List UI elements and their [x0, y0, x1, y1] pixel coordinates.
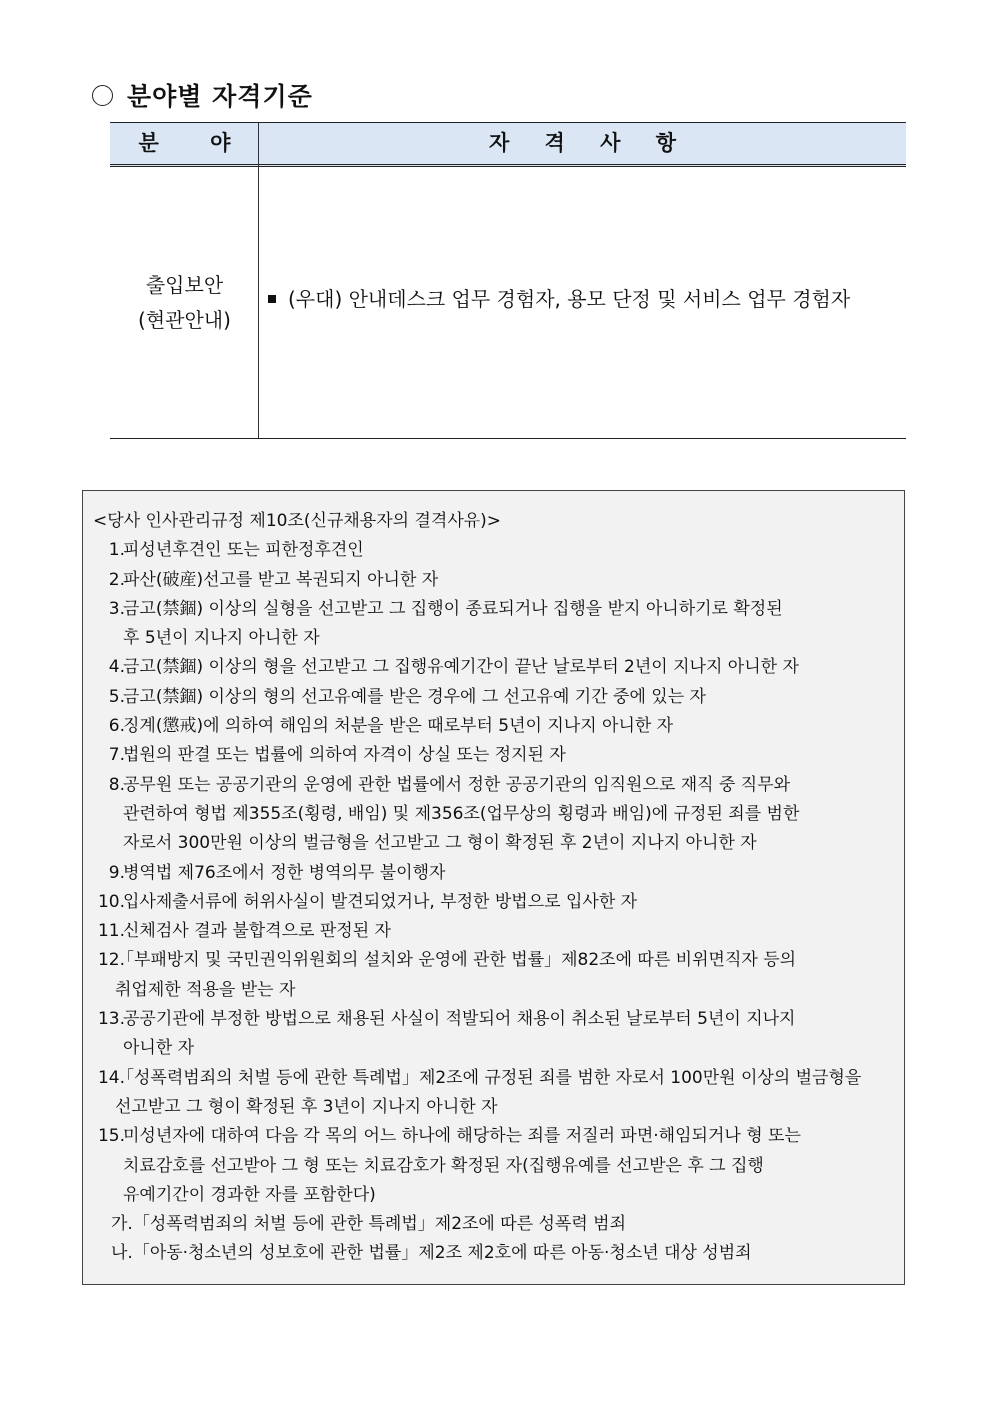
item-text: 아니한 자 — [123, 1038, 195, 1059]
list-item — [93, 712, 903, 741]
item-number: 15. — [97, 1126, 125, 1147]
list-item — [93, 741, 903, 770]
section-title-text: 분야별 자격기준 — [127, 82, 313, 111]
sub-item-text: 나.「아동·청소년의 성보호에 관한 법률」제2조 제2호에 따른 아동·청소년 대상 성범죄 — [111, 1243, 752, 1264]
header-qualification: 자 격 사 항 — [488, 131, 691, 155]
item-text: 자로서 300만원 이상의 벌금형을 선고받고 그 형이 확정된 후 2년이 지나지 아니한 자 — [123, 833, 757, 854]
item-text: 선고받고 그 형이 확정된 후 3년이 지나지 아니한 자 — [115, 1096, 498, 1117]
item-number: 10. — [97, 891, 125, 912]
circle-bullet-icon — [92, 85, 113, 106]
list-item — [93, 1034, 903, 1063]
item-number: 14. — [97, 1067, 125, 1088]
item-number: 6. — [108, 716, 125, 737]
list-item — [93, 683, 903, 712]
item-text: 후 5년이 지나지 아니한 자 — [123, 628, 320, 649]
item-number: 13. — [97, 1009, 125, 1030]
sub-item-text: 가.「성폭력범죄의 처벌 등에 관한 특례법」제2조에 따른 성폭력 범죄 — [111, 1214, 627, 1235]
item-number: 3. — [108, 598, 125, 619]
item-number: 7. — [108, 745, 125, 766]
item-text: 「성폭력범죄의 처벌 등에 관한 특례법」제2조에 규정된 죄를 범한 자로서 100만원 이상의 벌금형을 — [117, 1067, 862, 1088]
item-number: 1. — [108, 540, 125, 561]
field-line-2: (현관안내) — [138, 308, 231, 332]
list-item — [93, 1181, 903, 1210]
list-item — [93, 536, 903, 565]
header-field: 분 야 — [138, 131, 253, 155]
item-text: 금고(禁錮) 이상의 형의 선고유예를 받은 경우에 그 선고유예 기간 중에 있는 자 — [123, 686, 706, 707]
item-text: 징계(懲戒)에 의하여 해임의 처분을 받은 때로부터 5년이 지나지 아니한 자 — [123, 716, 674, 737]
disqualification-notice-box — [82, 490, 905, 1285]
list-item — [93, 829, 903, 858]
list-item — [93, 859, 903, 888]
item-text: 병역법 제76조에서 정한 병역의무 불이행자 — [123, 862, 446, 883]
sub-item — [93, 1210, 903, 1239]
item-number: 11. — [97, 921, 125, 942]
item-text: 「부패방지 및 국민권익위원회의 설치와 운영에 관한 법률」제82조에 따른 비위면직자 등의 — [117, 950, 797, 971]
qualification-table — [110, 122, 906, 439]
table-header — [110, 123, 906, 167]
item-number: 2. — [108, 569, 125, 590]
field-cell — [110, 268, 259, 338]
qualification-text: (우대) 안내데스크 업무 경험자, 용모 단정 및 서비스 업무 경험자 — [288, 287, 851, 311]
item-text: 법원의 판결 또는 법률에 의하여 자격이 상실 또는 정지된 자 — [123, 745, 566, 766]
list-item — [93, 800, 903, 829]
item-text: 입사제출서류에 허위사실이 발견되었거나, 부정한 방법으로 입사한 자 — [123, 891, 638, 912]
list-item — [93, 946, 903, 975]
list-item — [93, 624, 903, 653]
item-text: 미성년자에 대하여 다음 각 목의 어느 하나에 해당하는 죄를 저질러 파면·해임되거나 형 또는 — [123, 1126, 801, 1147]
item-text: 유예기간이 경과한 자를 포함한다) — [123, 1184, 376, 1205]
notice-title — [93, 507, 903, 536]
item-text: 금고(禁錮) 이상의 형을 선고받고 그 집행유예기간이 끝난 날로부터 2년이 지나지 아니한 자 — [123, 657, 799, 678]
item-text: 취업제한 적용을 받는 자 — [115, 979, 296, 1000]
sub-item — [93, 1239, 903, 1268]
list-item — [93, 1005, 903, 1034]
item-number: 12. — [97, 950, 125, 971]
square-bullet-icon — [268, 295, 276, 303]
list-item — [93, 1093, 903, 1122]
list-item — [93, 1122, 903, 1151]
list-item — [93, 771, 903, 800]
list-item — [93, 1064, 903, 1093]
item-text: 파산(破産)선고를 받고 복권되지 아니한 자 — [123, 569, 439, 590]
list-item — [93, 888, 903, 917]
list-item — [93, 653, 903, 682]
item-text: 피성년후견인 또는 피한정후견인 — [123, 540, 364, 561]
item-number: 8. — [108, 774, 125, 795]
qualification-cell — [268, 283, 908, 315]
list-item — [93, 917, 903, 946]
item-text: 신체검사 결과 불합격으로 판정된 자 — [123, 921, 391, 942]
list-item — [93, 595, 903, 624]
list-item — [93, 566, 903, 595]
item-text: 공무원 또는 공공기관의 운영에 관한 법률에서 정한 공공기관의 임직원으로 재직 중 직무와 — [123, 774, 791, 795]
item-text: 치료감호를 선고받아 그 형 또는 치료감호가 확정된 자(집행유예를 선고받은 후 그 집행 — [123, 1155, 764, 1176]
item-number: 4. — [108, 657, 125, 678]
list-item — [93, 1152, 903, 1181]
section-title — [92, 78, 313, 112]
item-text: 공공기관에 부정한 방법으로 채용된 사실이 적발되어 채용이 취소된 날로부터 5년이 지나지 — [123, 1009, 796, 1030]
item-text: 금고(禁錮) 이상의 실형을 선고받고 그 집행이 종료되거나 집행을 받지 아니하기로 확정된 — [123, 598, 783, 619]
field-line-1: 출입보안 — [145, 273, 224, 297]
item-text: 관련하여 형법 제355조(횡령, 배임) 및 제356조(업무상의 횡령과 배임)에 규정된 죄를 범한 — [123, 803, 800, 824]
notice-body — [93, 507, 903, 1269]
item-number: 5. — [108, 686, 125, 707]
item-number: 9. — [108, 862, 125, 883]
list-item — [93, 976, 903, 1005]
notice-title-text: <당사 인사관리규정 제10조(신규채용자의 결격사유)> — [93, 511, 502, 531]
